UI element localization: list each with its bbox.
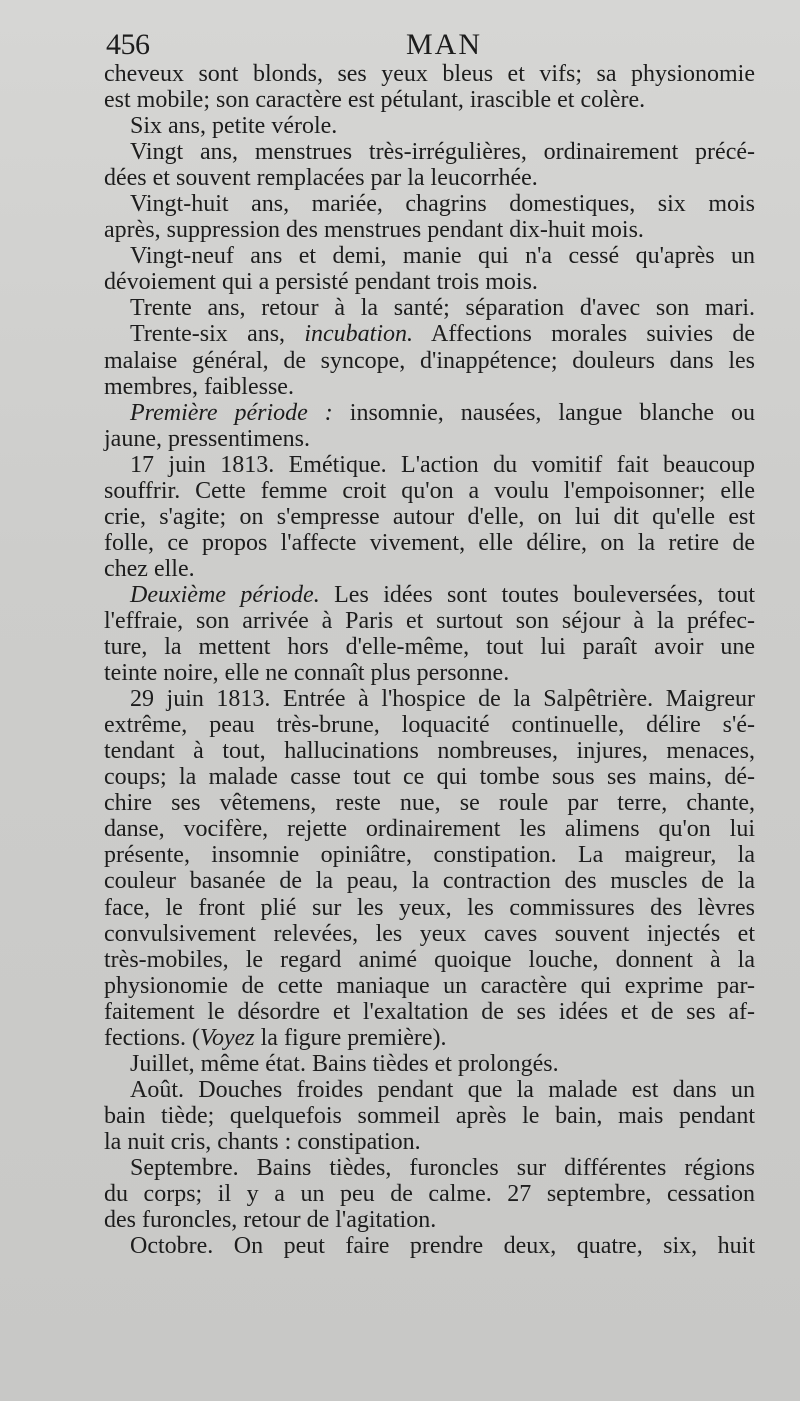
italic-text: Deuxième période. xyxy=(130,581,320,608)
text-line xyxy=(104,530,755,556)
text-line xyxy=(104,1181,755,1207)
text-line xyxy=(104,61,755,87)
text-line xyxy=(104,217,755,243)
text-line xyxy=(104,165,755,191)
text-segment: du corps; il y a un peu de calme. 27 septembre, cessation xyxy=(104,1181,755,1208)
running-head: MAN xyxy=(406,28,483,61)
text-line xyxy=(104,243,755,269)
text-line xyxy=(104,660,755,686)
text-segment: insomnie, nausées, langue blanche ou xyxy=(332,399,755,426)
text-line xyxy=(104,426,755,452)
text-segment: Septembre. Bains tièdes, furoncles sur différentes régions xyxy=(130,1154,755,1181)
text-line xyxy=(104,139,755,165)
text-line xyxy=(104,712,755,738)
text-segment: souffrir. Cette femme croit qu'on a voulu l'empoisonner; elle xyxy=(104,477,755,504)
text-line xyxy=(104,1207,755,1233)
text-segment: après, suppression des menstrues pendant dix-huit mois. xyxy=(104,217,644,244)
text-segment: présente, insomnie opiniâtre, constipation. La maigreur, la xyxy=(104,842,755,869)
text-line xyxy=(104,478,755,504)
text-line xyxy=(104,790,755,816)
text-segment: danse, vocifère, rejette ordinairement les alimens qu'on lui xyxy=(104,816,755,843)
text-segment: jaune, pressentimens. xyxy=(104,425,310,452)
text-line xyxy=(104,895,755,921)
text-segment: chez elle. xyxy=(104,555,195,582)
text-line xyxy=(104,295,755,321)
text-line xyxy=(104,348,755,374)
text-line xyxy=(104,452,755,478)
text-segment: Six ans, petite vérole. xyxy=(130,113,338,140)
page-number: 456 xyxy=(106,28,150,61)
text-line xyxy=(104,764,755,790)
text-segment: Vingt-neuf ans et demi, manie qui n'a cessé qu'après un xyxy=(130,243,755,270)
text-segment: coups; la malade casse tout ce qui tombe sous ses mains, dé- xyxy=(104,764,755,791)
text-segment: 17 juin 1813. Emétique. L'action du vomitif fait beaucoup xyxy=(130,451,755,478)
text-segment: Juillet, même état. Bains tièdes et prolongés. xyxy=(130,1050,559,1077)
text-segment: dévoiement qui a persisté pendant trois mois. xyxy=(104,269,538,296)
text-line xyxy=(104,1233,755,1259)
text-segment: est mobile; son caractère est pétulant, irascible et colère. xyxy=(104,87,646,114)
text-line xyxy=(104,1103,755,1129)
text-line xyxy=(104,816,755,842)
text-segment: Trente-six ans, xyxy=(130,321,305,348)
text-segment: Les idées sont toutes bouleversées, tout xyxy=(319,581,755,608)
text-segment: cheveux sont blonds, ses yeux bleus et vifs; sa physionomie xyxy=(104,61,755,87)
italic-text: Première période : xyxy=(130,399,333,426)
text-segment: Vingt ans, menstrues très-irrégulières, ordinairement précé- xyxy=(130,139,755,166)
text-segment: crie, s'agite; on s'empresse autour d'elle, on lui dit qu'elle est xyxy=(104,503,755,530)
text-line xyxy=(104,504,755,530)
text-line xyxy=(104,1155,755,1181)
text-segment: la nuit cris, chants : constipation. xyxy=(104,1128,421,1155)
text-segment: 29 juin 1813. Entrée à l'hospice de la Salpêtrière. Maigreur xyxy=(130,686,755,713)
text-segment: convulsivement relevées, les yeux caves souvent injectés et xyxy=(104,920,755,947)
text-segment: tendant à tout, hallucinations nombreuses, injures, menaces, xyxy=(104,738,755,765)
text-segment: physionomie de cette maniaque un caractère qui exprime par- xyxy=(104,972,755,999)
text-segment: Vingt-huit ans, mariée, chagrins domestiques, six mois xyxy=(130,191,755,218)
text-line xyxy=(104,686,755,712)
text-segment: couleur basanée de la peau, la contraction des muscles de la xyxy=(104,868,755,895)
text-segment: membres, faiblesse. xyxy=(104,373,294,400)
text-segment: faitement le désordre et l'exaltation de ses idées et de ses af- xyxy=(104,998,755,1025)
text-segment: teinte noire, elle ne connaît plus personne. xyxy=(104,660,510,687)
text-line xyxy=(104,1129,755,1155)
text-segment: fections. ( xyxy=(104,1024,200,1051)
text-segment: l'effraie, son arrivée à Paris et surtout son séjour à la préfec- xyxy=(104,607,755,634)
text-segment: Trente ans, retour à la santé; séparation d'avec son mari. xyxy=(130,295,755,322)
text-line xyxy=(104,738,755,764)
text-segment: folle, ce propos l'affecte vivement, elle délire, on la retire de xyxy=(104,529,755,556)
text-line xyxy=(104,400,755,426)
text-line xyxy=(104,921,755,947)
text-segment: des furoncles, retour de l'agitation. xyxy=(104,1207,437,1234)
text-line xyxy=(104,374,755,400)
text-line xyxy=(104,113,755,139)
text-line xyxy=(104,1025,755,1051)
text-line xyxy=(104,321,755,347)
text-line xyxy=(104,634,755,660)
text-line xyxy=(104,87,755,113)
italic-text: incubation. xyxy=(304,321,414,348)
text-line xyxy=(104,973,755,999)
text-segment: Août. Douches froides pendant que la malade est dans un xyxy=(130,1076,755,1103)
text-line xyxy=(104,191,755,217)
text-segment: ture, la mettent hors d'elle-même, tout lui paraît avoir une xyxy=(104,634,755,661)
text-line xyxy=(104,842,755,868)
text-segment: dées et souvent remplacées par la leucorrhée. xyxy=(104,165,538,192)
text-line xyxy=(104,999,755,1025)
text-line xyxy=(104,947,755,973)
body-text xyxy=(104,61,755,1259)
text-segment: bain tiède; quelquefois sommeil après le bain, mais pendant xyxy=(104,1102,755,1129)
text-line xyxy=(104,868,755,894)
italic-text: Voyez xyxy=(199,1024,255,1051)
text-segment: Octobre. On peut faire prendre deux, quatre, six, huit xyxy=(130,1233,755,1260)
text-segment: extrême, peau très-brune, loquacité continuelle, délire s'é- xyxy=(104,712,755,739)
text-line xyxy=(104,269,755,295)
text-segment: face, le front plié sur les yeux, les commissures des lèvres xyxy=(104,894,755,921)
text-segment: Affections morales suivies de xyxy=(413,321,755,348)
text-segment: chire ses vêtemens, reste nue, se roule par terre, chante, xyxy=(104,790,755,817)
text-line xyxy=(104,608,755,634)
text-line xyxy=(104,582,755,608)
text-segment: malaise général, de syncope, d'inappétence; douleurs dans les xyxy=(104,347,755,374)
text-line xyxy=(104,556,755,582)
text-segment: la figure première). xyxy=(254,1024,447,1051)
text-line xyxy=(104,1051,755,1077)
text-line xyxy=(104,1077,755,1103)
text-segment: très-mobiles, le regard animé quoique louche, donnent à la xyxy=(104,946,755,973)
